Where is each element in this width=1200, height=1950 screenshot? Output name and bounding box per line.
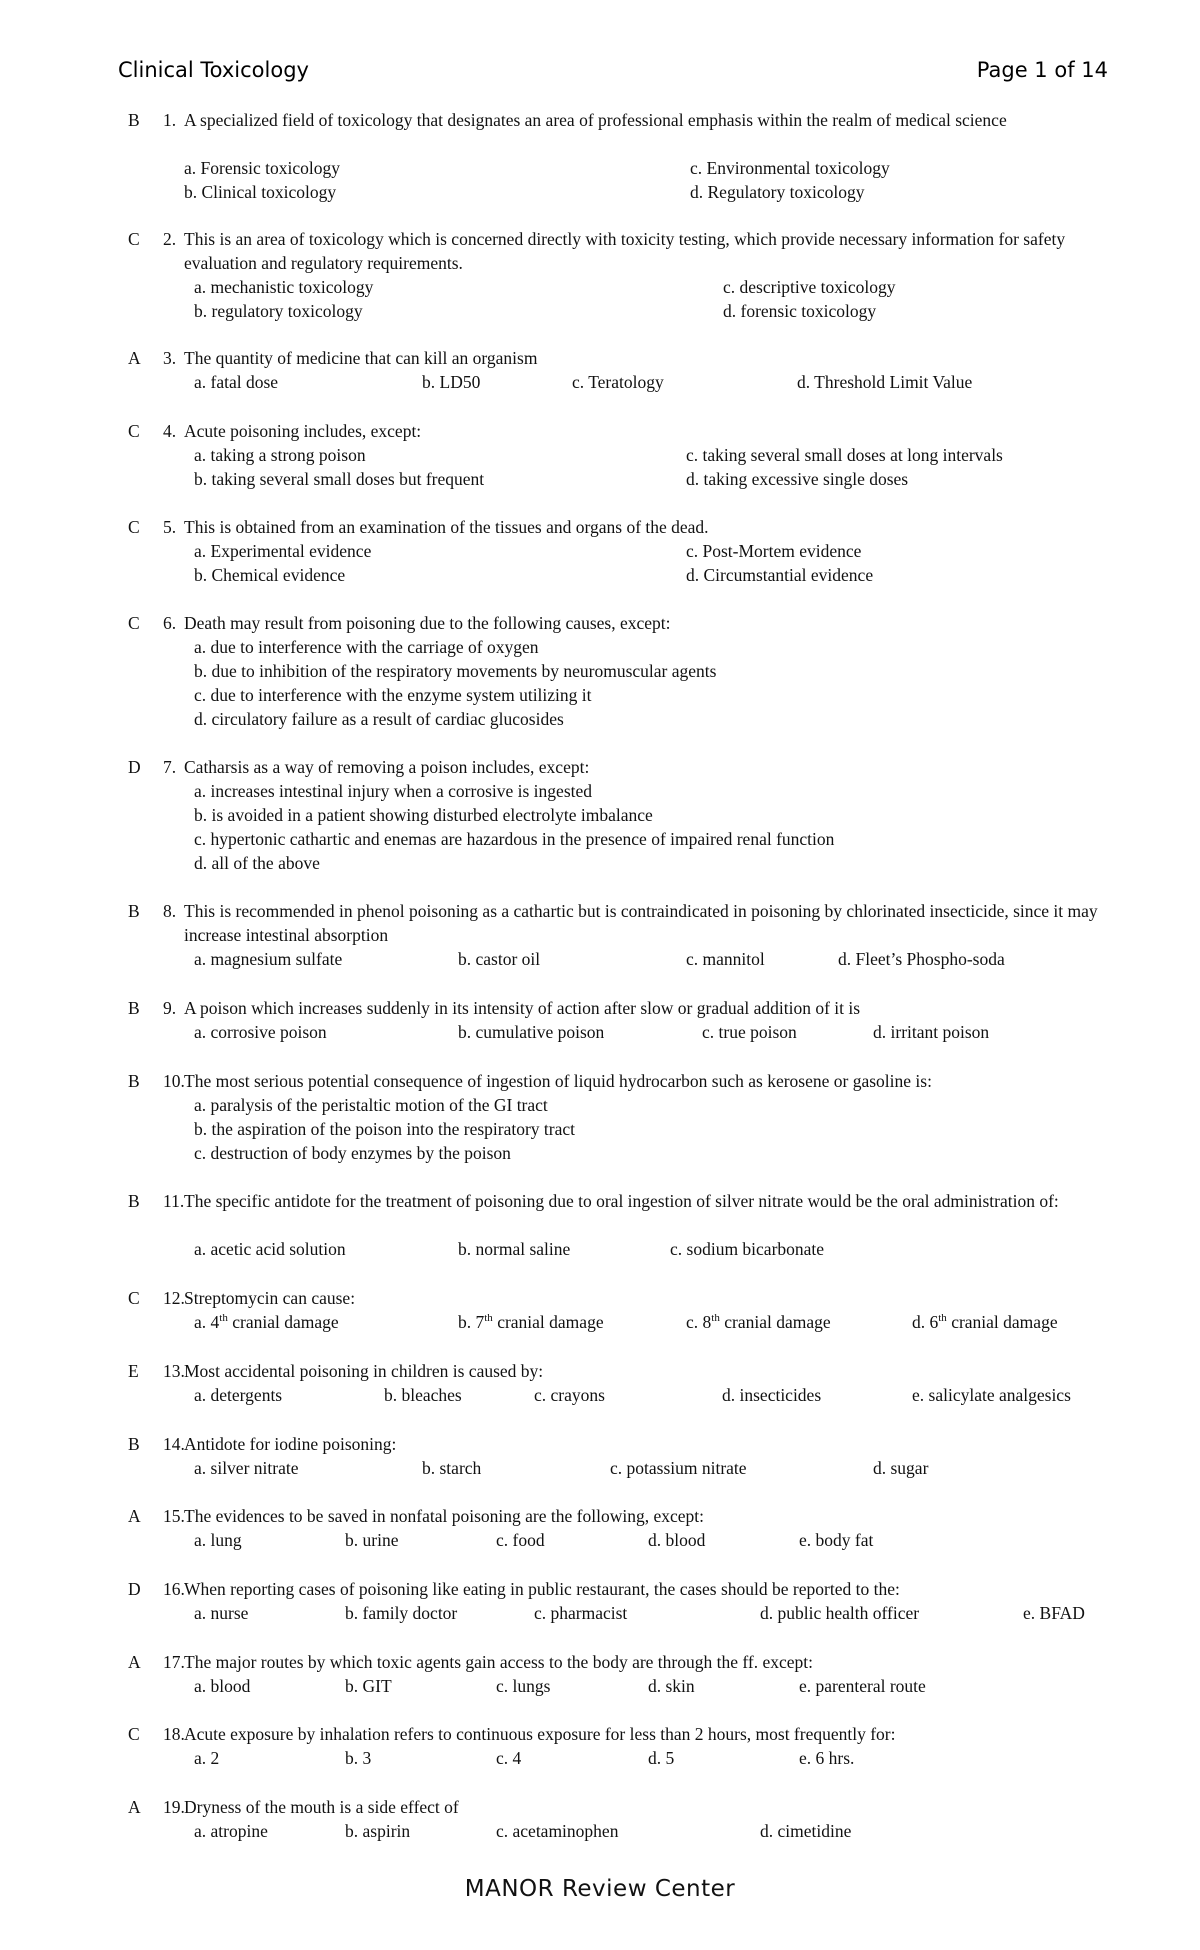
question-number: 17.	[163, 1652, 185, 1672]
option-e: e. body fat	[799, 1530, 874, 1550]
option-d: d. insecticides	[722, 1385, 822, 1405]
option-d: d. skin	[648, 1676, 695, 1696]
option-a: a. blood	[194, 1676, 251, 1696]
option-a: a. mechanistic toxicology	[194, 277, 374, 297]
option-d: d. sugar	[873, 1458, 929, 1478]
ordinal-suffix: th	[484, 1312, 493, 1325]
option-c: c. descriptive toxicology	[723, 277, 896, 297]
question-number: 1.	[163, 110, 177, 130]
option-e: e. 6 hrs.	[799, 1748, 855, 1768]
question-number: 15.	[163, 1506, 185, 1526]
question-stem: Streptomycin can cause:	[184, 1288, 356, 1308]
option-c: c. food	[496, 1530, 545, 1550]
question-number: 9.	[163, 998, 177, 1018]
option-b	[458, 1310, 604, 1334]
answer-key: A	[128, 1652, 141, 1672]
answer-key: A	[128, 348, 141, 368]
option-a: a. paralysis of the peristaltic motion of the GI tract	[194, 1095, 548, 1115]
option-c: c. Post-Mortem evidence	[686, 541, 862, 561]
option-b: b. castor oil	[458, 949, 541, 969]
answer-key: A	[128, 1797, 141, 1817]
question-number: 2.	[163, 229, 177, 249]
question-stem: Dryness of the mouth is a side effect of	[184, 1797, 459, 1817]
question-stem: The evidences to be saved in nonfatal poisoning are the following, except:	[184, 1506, 704, 1526]
question-stem: This is recommended in phenol poisoning as a cathartic but is contraindicated in poisoning by chlorinated insecticide, since it may increase intestinal absorption	[184, 901, 1098, 945]
option-c	[686, 1310, 831, 1334]
option-e: e. parenteral route	[799, 1676, 926, 1696]
option-d: d. 5	[648, 1748, 675, 1768]
option-a: a. magnesium sulfate	[194, 949, 343, 969]
question-stem: Death may result from poisoning due to the following causes, except:	[184, 613, 671, 633]
option-a: a. corrosive poison	[194, 1022, 327, 1042]
option-d: d. Threshold Limit Value	[797, 372, 973, 392]
option-d: d. blood	[648, 1530, 706, 1550]
option-b: b. cumulative poison	[458, 1022, 605, 1042]
option-a: a. nurse	[194, 1603, 249, 1623]
option-a: a. 2	[194, 1748, 220, 1768]
question-stem: Acute poisoning includes, except:	[184, 421, 422, 441]
option-text: d. 6	[912, 1312, 939, 1332]
option-c: c. crayons	[534, 1385, 605, 1405]
question-number: 5.	[163, 517, 177, 537]
option-text: cranial damage	[719, 1312, 831, 1332]
question-number: 19.	[163, 1797, 185, 1817]
option-a: a. taking a strong poison	[194, 445, 366, 465]
answer-key: B	[128, 1071, 140, 1091]
question-number: 12.	[163, 1288, 185, 1308]
question-number: 16.	[163, 1579, 185, 1599]
option-d: d. irritant poison	[873, 1022, 990, 1042]
option-c: c. hypertonic cathartic and enemas are hazardous in the presence of impaired renal function	[194, 829, 835, 849]
option-d: d. forensic toxicology	[723, 301, 877, 321]
answer-key: D	[128, 757, 141, 777]
option-b: b. regulatory toxicology	[194, 301, 363, 321]
question-stem: Most accidental poisoning in children is caused by:	[184, 1361, 544, 1381]
option-a: a. atropine	[194, 1821, 268, 1841]
option-text: cranial damage	[492, 1312, 604, 1332]
answer-key: B	[128, 1434, 140, 1454]
answer-key: C	[128, 421, 140, 441]
answer-key: D	[128, 1579, 141, 1599]
option-b: b. Clinical toxicology	[184, 182, 337, 202]
option-b: b. bleaches	[384, 1385, 462, 1405]
option-c: c. due to interference with the enzyme system utilizing it	[194, 685, 592, 705]
question-stem: Acute exposure by inhalation refers to continuous exposure for less than 2 hours, most frequently for:	[184, 1724, 896, 1744]
answer-key: C	[128, 517, 140, 537]
option-b: b. the aspiration of the poison into the respiratory tract	[194, 1119, 576, 1139]
option-a: a. detergents	[194, 1385, 283, 1405]
option-b: b. GIT	[345, 1676, 392, 1696]
option-d: d. cimetidine	[760, 1821, 852, 1841]
question-stem: The most serious potential consequence of ingestion of liquid hydrocarbon such as kerosene or gasoline is:	[184, 1071, 932, 1091]
answer-key: E	[128, 1361, 139, 1381]
option-b: b. Chemical evidence	[194, 565, 346, 585]
question-stem: Catharsis as a way of removing a poison includes, except:	[184, 757, 590, 777]
option-b: b. urine	[345, 1530, 399, 1550]
option-b: b. LD50	[422, 372, 481, 392]
question-number: 11.	[163, 1191, 185, 1211]
answer-key: C	[128, 1288, 140, 1308]
option-e: e. salicylate analgesics	[912, 1385, 1071, 1405]
question-number: 13.	[163, 1361, 185, 1381]
option-d: d. Circumstantial evidence	[686, 565, 874, 585]
option-d: d. public health officer	[760, 1603, 920, 1623]
option-b: b. aspirin	[345, 1821, 411, 1841]
option-a: a. increases intestinal injury when a corrosive is ingested	[194, 781, 593, 801]
option-b: b. taking several small doses but frequent	[194, 469, 485, 489]
question-stem: Antidote for iodine poisoning:	[184, 1434, 397, 1454]
option-b: b. normal saline	[458, 1239, 571, 1259]
option-a: a. due to interference with the carriage of oxygen	[194, 637, 539, 657]
option-b: b. due to inhibition of the respiratory movements by neuromuscular agents	[194, 661, 717, 681]
answer-key: C	[128, 613, 140, 633]
option-text: c. 8	[686, 1312, 712, 1332]
option-d: d. all of the above	[194, 853, 320, 873]
option-b: b. is avoided in a patient showing disturbed electrolyte imbalance	[194, 805, 653, 825]
ordinal-suffix: th	[711, 1312, 720, 1325]
option-e: e. BFAD	[1023, 1603, 1085, 1623]
option-c: c. 4	[496, 1748, 522, 1768]
option-c: c. mannitol	[686, 949, 765, 969]
option-c: c. pharmacist	[534, 1603, 628, 1623]
question-number: 10.	[163, 1071, 185, 1091]
option-d: d. circulatory failure as a result of cardiac glucosides	[194, 709, 564, 729]
question-number: 6.	[163, 613, 177, 633]
question-stem: A specialized field of toxicology that designates an area of professional emphasis within the realm of medical science	[184, 110, 1007, 130]
answer-key: A	[128, 1506, 141, 1526]
option-c: c. true poison	[702, 1022, 797, 1042]
question-number: 18.	[163, 1724, 185, 1744]
footer-text: MANOR Review Center	[464, 1876, 736, 1902]
question-number: 4.	[163, 421, 177, 441]
option-a: a. fatal dose	[194, 372, 279, 392]
option-c: c. lungs	[496, 1676, 551, 1696]
option-d	[912, 1310, 1058, 1334]
option-c: c. Environmental toxicology	[690, 158, 890, 178]
answer-key: B	[128, 110, 140, 130]
option-c: c. potassium nitrate	[610, 1458, 747, 1478]
option-a: a. Experimental evidence	[194, 541, 372, 561]
option-c: c. Teratology	[572, 372, 664, 392]
question-number: 14.	[163, 1434, 185, 1454]
option-b: b. family doctor	[345, 1603, 458, 1623]
option-text: cranial damage	[227, 1312, 339, 1332]
option-c: c. destruction of body enzymes by the poison	[194, 1143, 511, 1163]
question-stem: This is an area of toxicology which is concerned directly with toxicity testing, which provide necessary information for safety evaluation and regulatory requirements.	[184, 229, 1066, 273]
ordinal-suffix: th	[938, 1312, 947, 1325]
answer-key: C	[128, 1724, 140, 1744]
option-d: d. Fleet’s Phospho-soda	[838, 949, 1005, 969]
option-a: a. silver nitrate	[194, 1458, 299, 1478]
page-number: Page 1 of 14	[976, 58, 1108, 82]
option-text: b. 7	[458, 1312, 485, 1332]
option-a: a. acetic acid solution	[194, 1239, 346, 1259]
option-text: cranial damage	[946, 1312, 1058, 1332]
option-c: c. taking several small doses at long intervals	[686, 445, 1003, 465]
option-c: c. acetaminophen	[496, 1821, 619, 1841]
answer-key: C	[128, 229, 140, 249]
answer-key: B	[128, 901, 140, 921]
question-number: 7.	[163, 757, 177, 777]
option-a: a. lung	[194, 1530, 242, 1550]
ordinal-suffix: th	[219, 1312, 228, 1325]
option-a	[194, 1310, 339, 1334]
question-stem: The major routes by which toxic agents gain access to the body are through the ff. except:	[184, 1652, 813, 1672]
option-text: a. 4	[194, 1312, 220, 1332]
question-stem: This is obtained from an examination of the tissues and organs of the dead.	[184, 517, 709, 537]
option-b: b. starch	[422, 1458, 482, 1478]
question-number: 8.	[163, 901, 177, 921]
question-number: 3.	[163, 348, 177, 368]
option-b: b. 3	[345, 1748, 372, 1768]
option-a: a. Forensic toxicology	[184, 158, 341, 178]
answer-key: B	[128, 1191, 140, 1211]
question-stem: The specific antidote for the treatment of poisoning due to oral ingestion of silver nitrate would be the oral administration of:	[184, 1191, 1059, 1211]
answer-key: B	[128, 998, 140, 1018]
option-d: d. Regulatory toxicology	[690, 182, 865, 202]
option-d: d. taking excessive single doses	[686, 469, 909, 489]
option-c: c. sodium bicarbonate	[670, 1239, 825, 1259]
document-title: Clinical Toxicology	[118, 58, 309, 82]
question-stem: When reporting cases of poisoning like eating in public restaurant, the cases should be reported to the:	[184, 1579, 900, 1599]
question-stem: A poison which increases suddenly in its intensity of action after slow or gradual addition of it is	[184, 998, 861, 1018]
question-stem: The quantity of medicine that can kill an organism	[184, 348, 538, 368]
